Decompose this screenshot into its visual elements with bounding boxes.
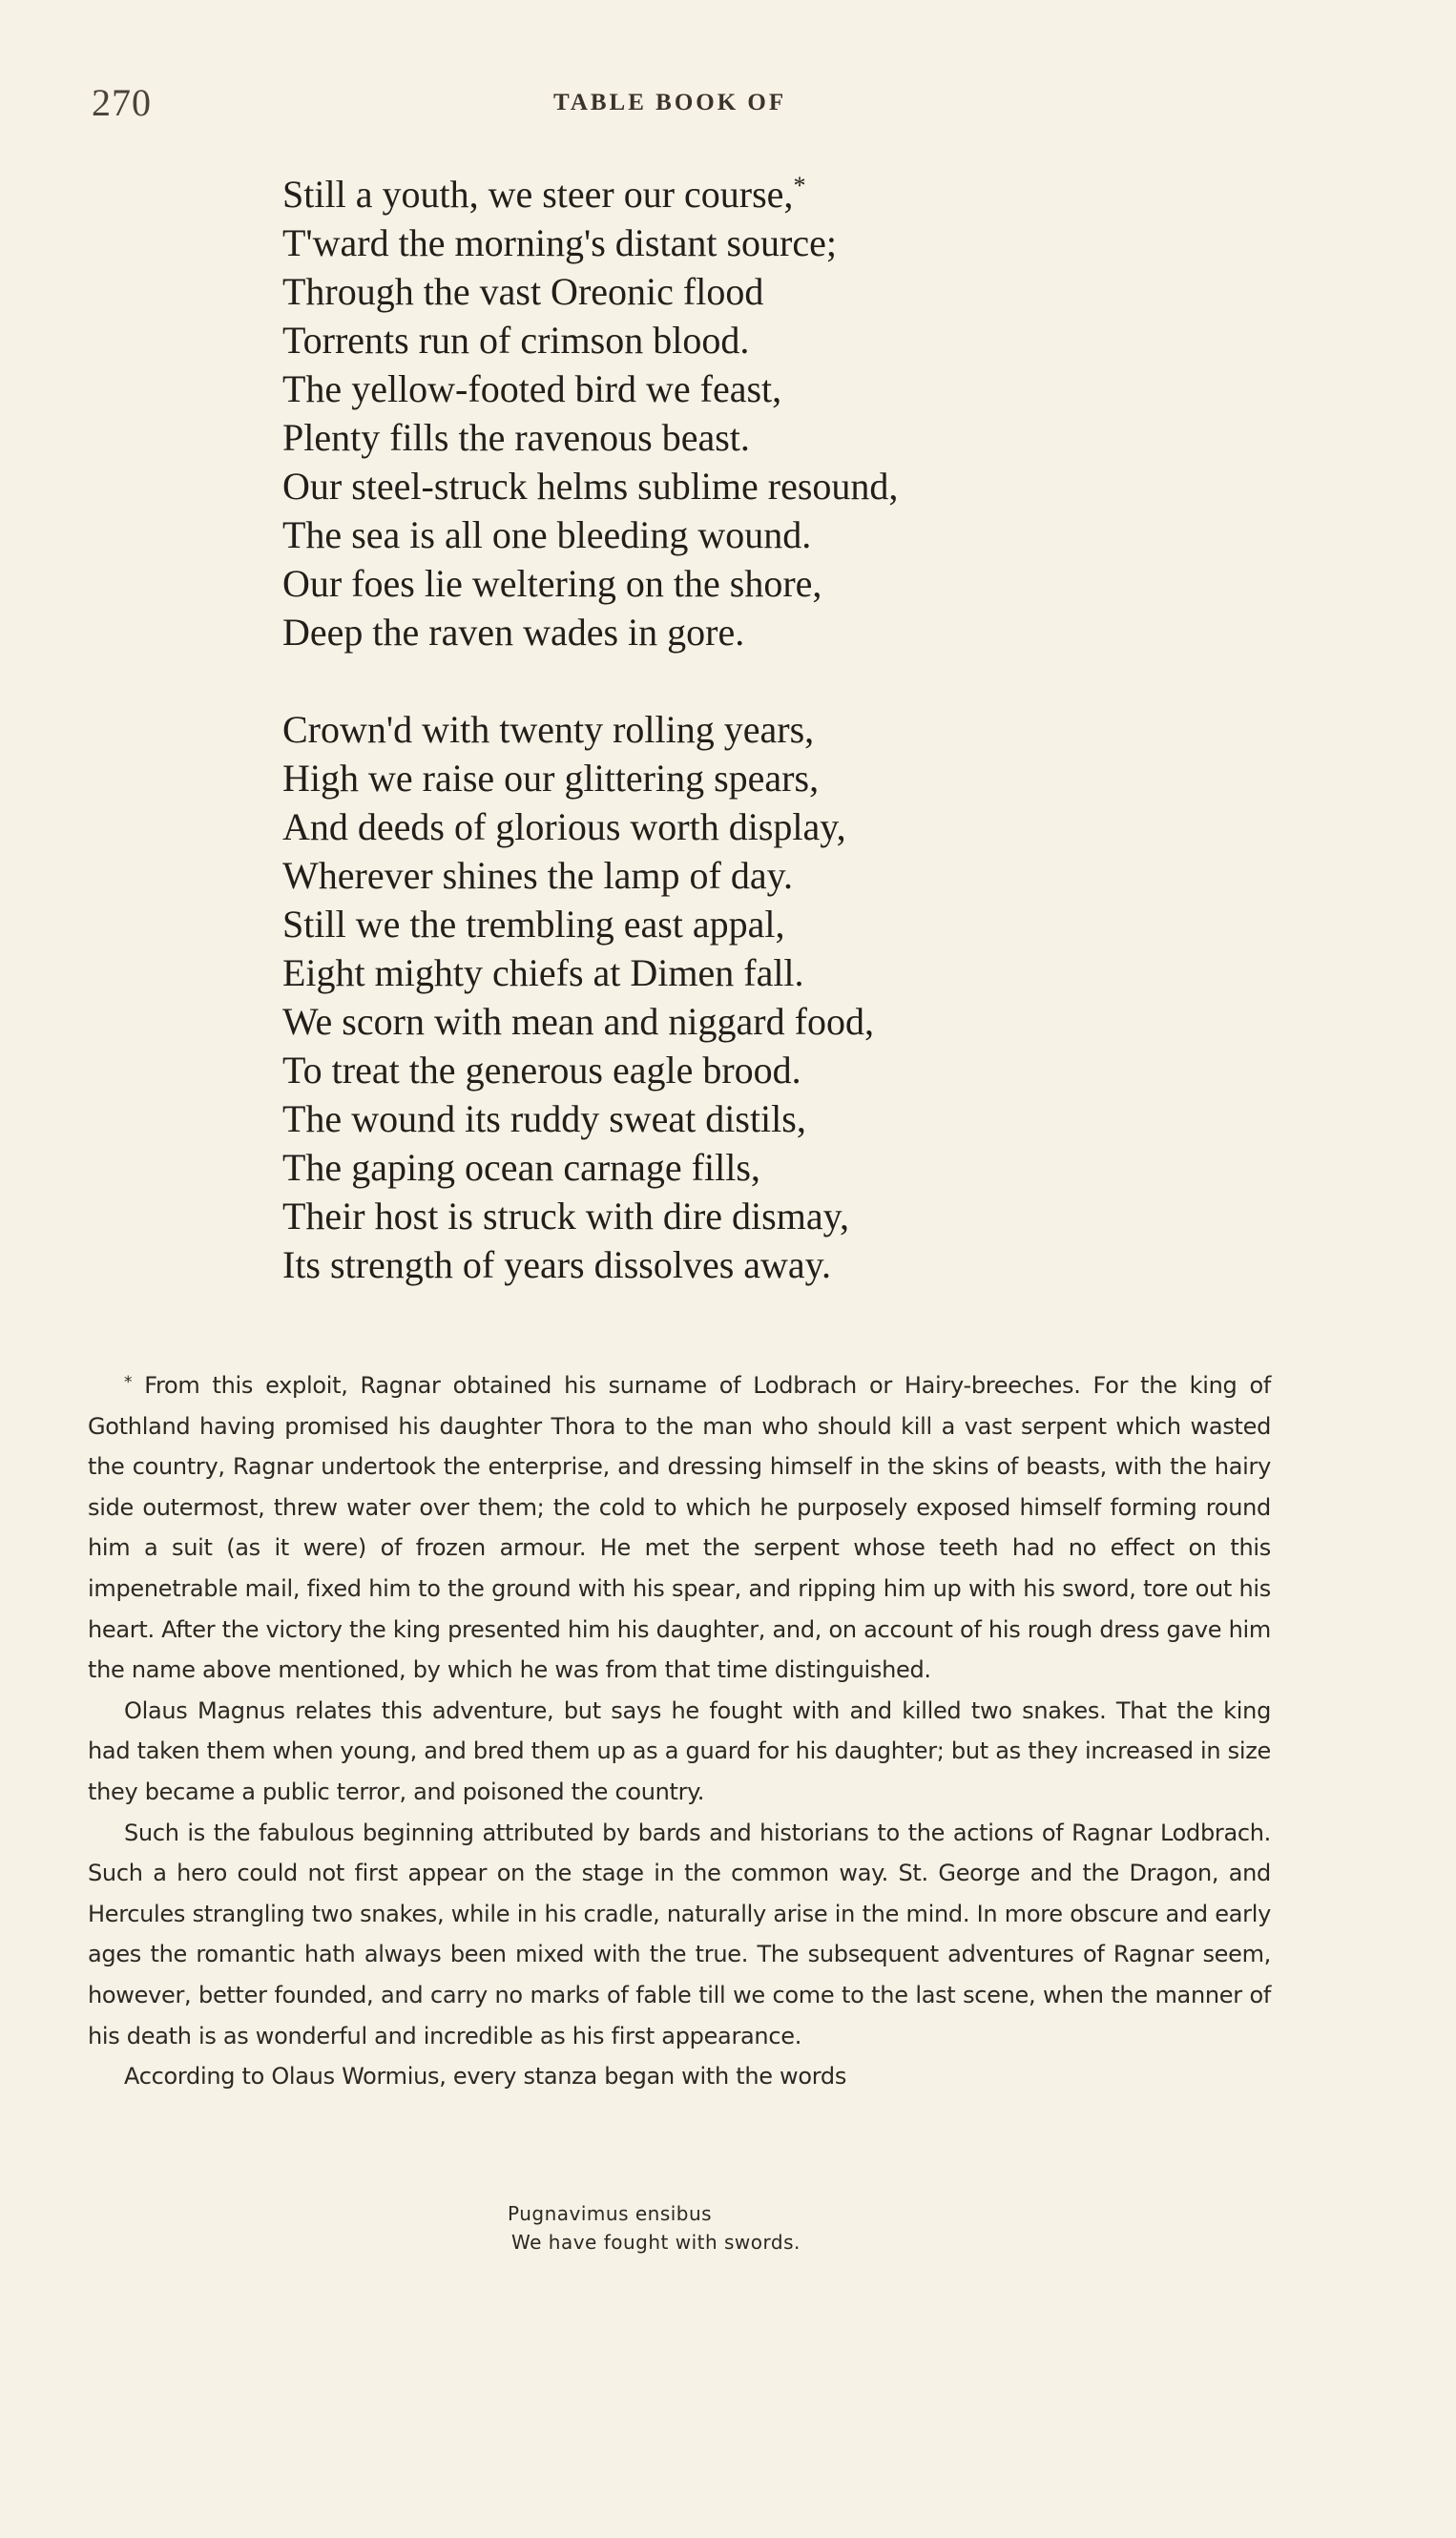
poem-line: Our foes lie weltering on the shore, [282, 562, 822, 605]
footnote-mark: * [124, 1373, 133, 1392]
poem-line: Still we the trembling east appal, [282, 903, 785, 946]
poem-line: Eight mighty chiefs at Dimen fall. [282, 951, 804, 994]
poem-line: The wound its ruddy sweat distils, [282, 1097, 806, 1140]
stanza-2 [282, 705, 1237, 1289]
footnote-paragraph: According to Olaus Wormius, every stanza began with the words [124, 2063, 847, 2091]
poem-line: Torrents run of crimson blood. [282, 319, 750, 362]
poem-line: Its strength of years dissolves away. [282, 1243, 832, 1286]
poem-line: The sea is all one bleeding wound. [282, 513, 812, 556]
running-title: TABLE BOOK OF [553, 90, 787, 115]
stanza-1 [282, 170, 1237, 656]
footnote-paragraph [88, 1365, 1271, 1691]
poem-line-text: Still a youth, we steer our course, [282, 173, 794, 216]
poem-line: Their host is struck with dire dismay, [282, 1195, 849, 1238]
poem-line: Crown'd with twenty rolling years, [282, 708, 815, 751]
poem-line: The yellow-footed bird we feast, [282, 367, 782, 410]
poem-line: Wherever shines the lamp of day. [282, 854, 793, 897]
poem-line: High we raise our glittering spears, [282, 757, 820, 800]
block-quote [508, 2199, 801, 2257]
footnote-paragraph: Such is the fabulous beginning attributed by bards and historians to the actions of Ragnar Lodbrach. Such a hero could not first appear on the stage in the common way. St. George and the Dragon, and Hercules strangling two snakes, while in his cradle, naturally arise in the mind. In more obscure and early ages the romantic hath always been mixed with the true. The subsequent adventures of Ragnar seem, however, better founded, and carry no marks of fable till we come to the last scene, when the manner of his death is as wonderful and incredible as his first appearance. [88, 1819, 1271, 2049]
quote-english: We have fought with swords. [511, 2231, 801, 2254]
poem [282, 170, 1237, 1289]
poem-line: Our steel-struck helms sublime resound, [282, 465, 899, 508]
poem-line: Plenty fills the ravenous beast. [282, 416, 750, 459]
poem-line: Deep the raven wades in gore. [282, 611, 745, 654]
poem-line: T'ward the morning's distant source; [282, 221, 837, 264]
poem-line: To treat the generous eagle brood. [282, 1049, 801, 1092]
footnote-paragraph: Olaus Magnus relates this adventure, but says he fought with and killed two snakes. That the king had taken them when young, and bred them up as a guard for his daughter; but as they increased in size they became a public terror, and poisoned the country. [88, 1696, 1271, 1805]
page-number: 270 [92, 81, 152, 124]
poem-line: The gaping ocean carnage fills, [282, 1146, 760, 1189]
quote-latin: Pugnavimus ensibus [508, 2202, 713, 2225]
poem-line: And deeds of glorious worth display, [282, 805, 846, 848]
poem-line: Through the vast Oreonic flood [282, 270, 764, 313]
poem-line: We scorn with mean and niggard food, [282, 1000, 874, 1043]
footnote-reference-mark: * [793, 172, 806, 199]
footnotes [88, 1365, 1271, 2097]
footnote-text: From this exploit, Ragnar obtained his surname of Lodbrach or Hairy-breeches. For the king of Gothland having promised his daughter Thora to the man who should kill a vast serpent which wasted the country, Ragnar undertook the enterprise, and dressing himself in the skins of beasts, with the hairy side outermost, threw water over them; the cold to which he purposely exposed himself forming round him a suit (as it were) of frozen armour. He met the serpent whose teeth had no effect on this impenetrable mail, fixed him to the ground with his spear, and ripping him up with his sword, tore out his heart. After the victory the king presented him his daughter, and, on account of his rough dress gave him the name above mentioned, by which he was from that time distinguished. [88, 1372, 1271, 1684]
poem-line [282, 170, 1237, 218]
